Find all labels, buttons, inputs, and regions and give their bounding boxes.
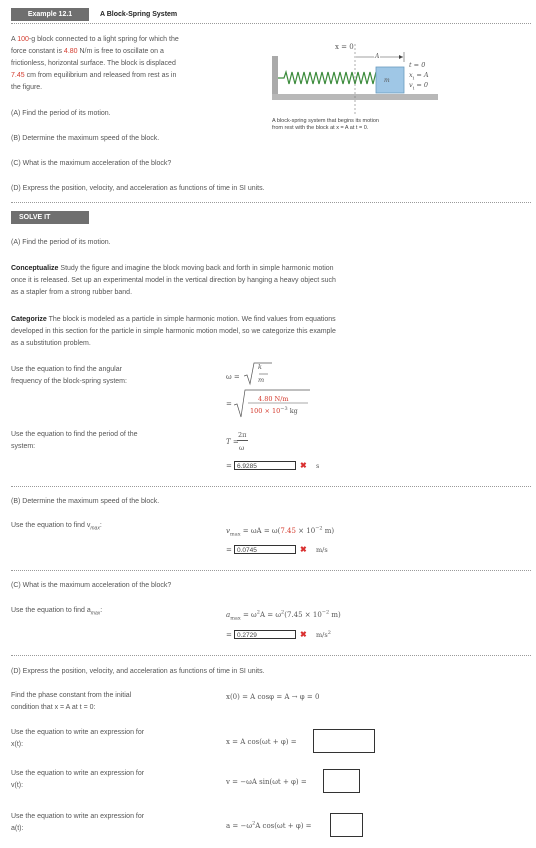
header-divider <box>11 23 531 24</box>
amax-equation: $a_{max} = \omega^2A = \omega^2(7.45 \times 10^{-2}$ m) <box>226 609 341 622</box>
fraction-bar <box>237 440 248 441</box>
amax-unit: $m/s^2$ <box>316 629 331 639</box>
vmax-step-label: Use the equation to find $v_{max}$: <box>11 522 102 532</box>
vmax-equation: $v_{max} = \omega A = \omega(7.45 \times 10^{-2}$ m) <box>226 525 335 538</box>
block-spring-figure <box>272 38 442 128</box>
period-answer-input[interactable]: 6.9285 <box>234 461 296 470</box>
two-pi: 2π <box>238 431 247 439</box>
at-step-label: Use the equation to write an expression for a(t): <box>11 813 145 832</box>
m-symbol: m <box>258 376 265 384</box>
period-unit: s <box>316 462 320 470</box>
figure-caption: A block-spring system that begins its motion from rest with the block at x = A at t = 0. <box>272 118 379 131</box>
incorrect-icon: ✖ <box>300 461 307 470</box>
amplitude-arrowhead <box>399 55 403 59</box>
solve-part-b: (B) Determine the maximum speed of the block. <box>11 498 160 505</box>
vmax-equals: = <box>226 546 232 554</box>
k-numeric: 4.80 N/m <box>258 395 289 403</box>
example-title: A Block-Spring System <box>100 11 178 18</box>
vmax-unit: m/s <box>316 546 328 554</box>
omega-equation: ω = <box>226 373 240 381</box>
incorrect-icon: ✖ <box>300 630 307 639</box>
block <box>376 67 404 93</box>
k-value: 4.80 <box>63 48 78 55</box>
example-badge: Example 12.1 <box>11 8 89 21</box>
omega-step-label: Use the equation to find the angular frequency of the block-spring system: <box>11 366 127 385</box>
wall <box>272 56 278 98</box>
question-b: (B) Determine the maximum speed of the block. <box>11 135 160 142</box>
at-equation: $a = -\omega^2A$ cos(ωt + φ) = <box>226 820 312 830</box>
vt-step-label: Use the equation to write an expression for v(t): <box>11 770 145 789</box>
conceptualize-text: Conceptualize Study the figure and imagine the block moving back and forth in simple harmonic motion once it is released. Set up an experimental model in the vertical direction by hanging a heavy object such as a stapler from a strong rubber band. <box>11 265 336 296</box>
period-equation: T = <box>226 438 239 446</box>
vt-equation: v = −ωA sin(ωt + φ) = <box>226 778 307 786</box>
xt-equation: x = A cos(ωt + φ) = <box>226 738 297 746</box>
amplitude-label: A <box>375 53 380 60</box>
omega-equals: = <box>226 400 232 408</box>
initial-conditions: t = 0 $x_i = A$ $v_i = 0$ <box>409 61 429 92</box>
divider-c <box>11 570 531 571</box>
solve-it-badge: SOLVE IT <box>11 211 89 224</box>
problem-statement: A 100-g block connected to a light spring for which the force constant is 4.80 N/m is free to oscillate on a frictionless, horizontal surface. The block is displaced 7.45 cm from equilibrium and released from rest as in the figure. <box>11 36 179 91</box>
solve-part-a: (A) Find the period of its motion. <box>11 239 111 246</box>
displacement-value: 7.45 <box>11 72 25 79</box>
xt-step-label: Use the equation to write an expression for x(t): <box>11 729 145 748</box>
phase-step-label: Find the phase constant from the initial condition that x = A at t = 0: <box>11 692 132 711</box>
vmax-answer-input[interactable]: 0.0745 <box>234 545 296 554</box>
divider-b <box>11 486 531 487</box>
question-a: (A) Find the period of its motion. <box>11 110 111 117</box>
categorize-text: Categorize The block is modeled as a particle in simple harmonic motion. We find values from equations developed in this section for the particle in simple harmonic motion model, so we categorize this example as a substitution problem. <box>11 316 336 347</box>
mass-numeric: $100 \times 10^{-3}$ kg <box>250 405 298 415</box>
x0-label: x = 0 <box>335 43 354 51</box>
question-c: (C) What is the maximum acceleration of the block? <box>11 160 172 167</box>
amax-answer-input[interactable]: 0.2729 <box>234 630 296 639</box>
mass-value: 100 <box>17 36 29 43</box>
amax-step-label: Use the equation to find $a_{max}$: <box>11 607 103 617</box>
phase-equation: x(0) = A cosφ = A → φ = 0 <box>226 693 320 701</box>
omega-denominator: ω <box>239 444 245 452</box>
solve-part-d: (D) Express the position, velocity, and acceleration as functions of time in SI units. <box>11 668 265 675</box>
amax-equals: = <box>226 631 232 639</box>
question-d: (D) Express the position, velocity, and acceleration as functions of time in SI units. <box>11 185 265 192</box>
solve-part-c: (C) What is the maximum acceleration of the block? <box>11 582 172 589</box>
divider-d <box>11 655 531 656</box>
vt-answer-field[interactable] <box>323 769 360 793</box>
period-equals: = <box>226 462 232 470</box>
at-answer-field[interactable] <box>330 813 363 837</box>
mass-label: m <box>384 77 390 84</box>
xt-answer-field[interactable] <box>313 729 375 753</box>
incorrect-icon: ✖ <box>300 545 307 554</box>
period-step-label: Use the equation to find the period of the system: <box>11 431 138 450</box>
k-symbol: k <box>258 363 262 371</box>
section-divider <box>11 202 531 203</box>
